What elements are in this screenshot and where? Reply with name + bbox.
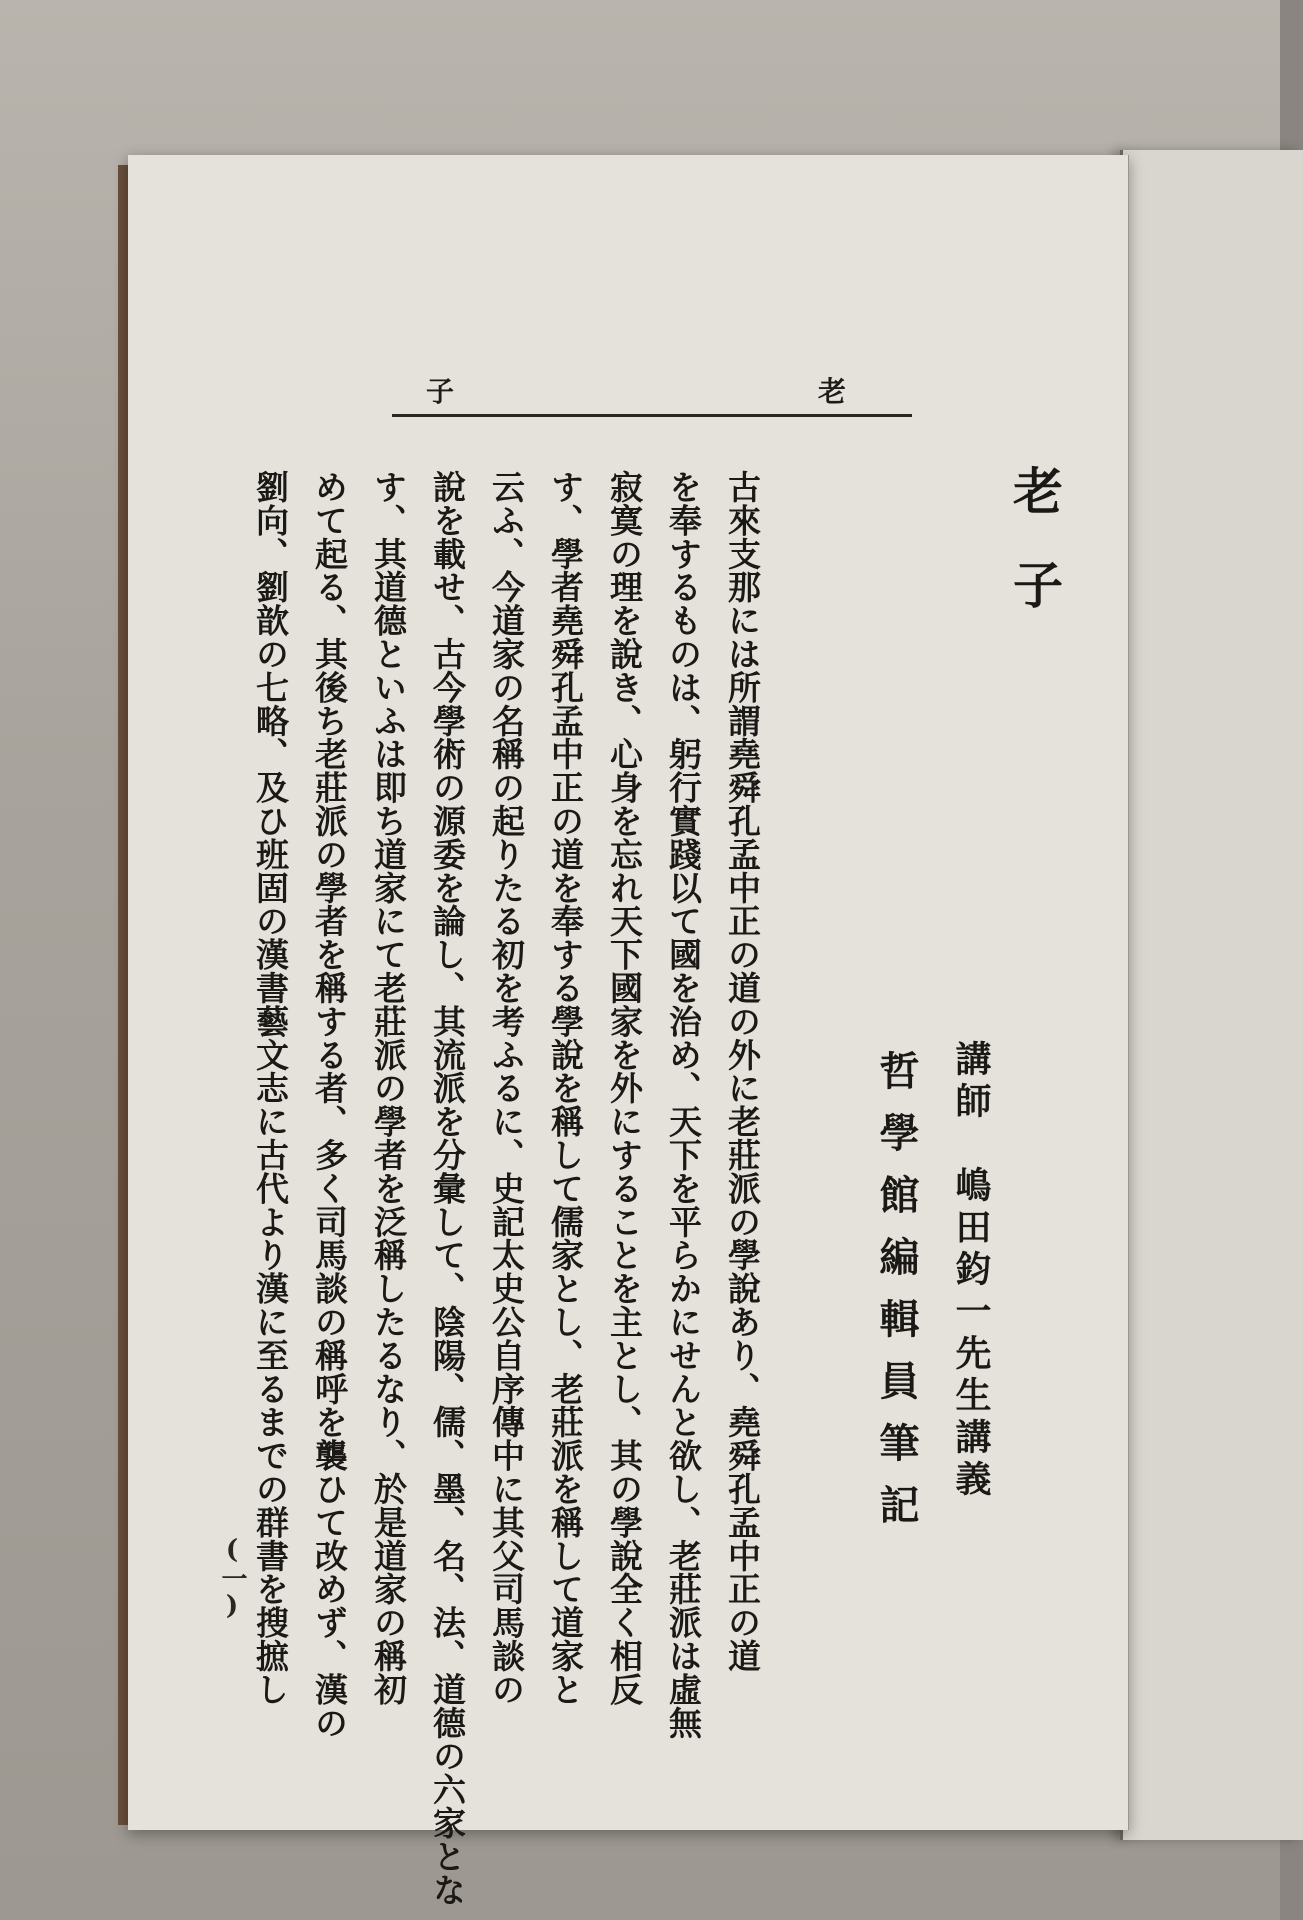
body-line-4: す、學者堯舜孔孟中正の道を奉する學說を稱して儒家とし、老莊派を稱して道家と [546,470,585,1706]
page-number: (一) [217,1535,247,1621]
body-line-8: めて起る、其後ち老莊派の學者を稱する者、多く司馬談の稱呼を襲ひて改めず、漢の [310,470,349,1740]
lecturer-credit: 講師 嶋田鈞一先生講義 [950,1040,992,1502]
book-title: 老子 [1005,465,1064,653]
body-line-5: 云ふ、今道家の名稱の起りたる初を考ふるに、史記太史公自序傳中に其父司馬談の [487,470,526,1706]
body-line-9: 劉向、劉歆の七略、及ひ班固の漢書藝文志に古代より漢に至るまでの群書を搜摭し [251,470,290,1706]
editor-credit: 哲學館編輯員筆記 [873,1050,920,1546]
body-line-3: 寂寞の理を說き、心身を忘れ天下國家を外にすることを主とし、其の學說全く相反 [605,470,644,1706]
body-line-1: 古來支那には所謂堯舜孔孟中正の道の外に老莊派の學說あり、堯舜孔孟中正の道 [723,470,762,1673]
adjacent-page [1120,150,1303,1840]
page-edge [118,165,128,1825]
body-line-2: を奉するものは、躬行實踐以て國を治め、天下を平らかにせんと欲し、老莊派は虛無 [664,470,703,1740]
body-line-7: す、其道德といふは即ち道家にて老莊派の學者を泛稱したるなり、於是道家の稱初 [369,470,408,1706]
running-head [392,370,912,417]
running-head-right: 老 [817,375,846,408]
running-head-left: 子 [426,375,455,408]
body-line-6: 說を載せ、古今學術の源委を論し、其流派を分彙して、陰陽、儒、墨、名、法、道德の六家とな [428,470,467,1907]
